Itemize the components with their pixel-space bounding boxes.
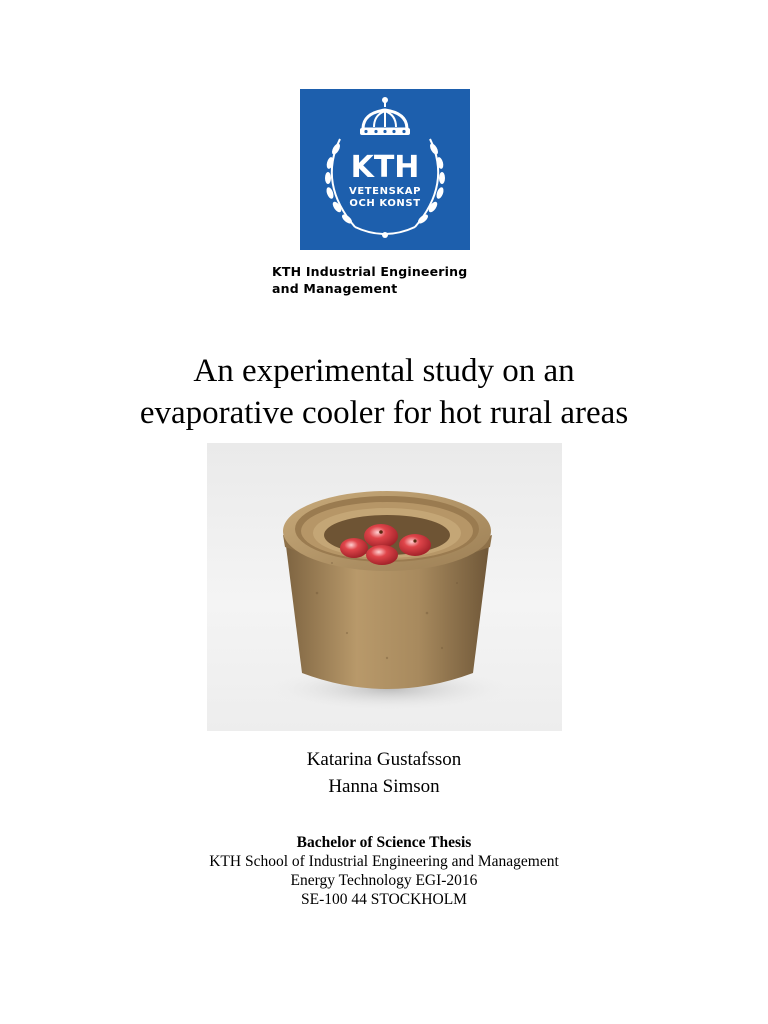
logo-abbr: KTH bbox=[350, 150, 420, 185]
thesis-info bbox=[134, 833, 634, 909]
logo-motto-line1: VETENSKAP bbox=[348, 186, 422, 197]
program-name: Energy Technology EGI-2016 bbox=[290, 872, 478, 889]
kth-logo bbox=[300, 89, 470, 250]
crown-icon bbox=[360, 97, 410, 135]
author-name: Hanna Simson bbox=[328, 776, 440, 797]
authors bbox=[184, 746, 584, 800]
title-line2: evaporative cooler for hot rural areas bbox=[139, 395, 629, 431]
author-name: Katarina Gustafsson bbox=[306, 749, 462, 770]
department-line1: KTH Industrial Engineering bbox=[272, 264, 468, 279]
school-name: KTH School of Industrial Engineering and Management bbox=[209, 853, 559, 870]
clay-pot-illustration bbox=[207, 443, 562, 731]
thesis-type: Bachelor of Science Thesis bbox=[296, 834, 472, 851]
title-line1: An experimental study on an bbox=[193, 353, 575, 389]
logo-motto-line2: OCH KONST bbox=[349, 198, 421, 209]
department-line2: and Management bbox=[272, 281, 398, 296]
kth-emblem-icon bbox=[300, 89, 470, 250]
thesis-title bbox=[84, 350, 684, 434]
address: SE-100 44 STOCKHOLM bbox=[301, 891, 467, 908]
department-name bbox=[272, 263, 467, 297]
cooler-render-image bbox=[207, 443, 562, 731]
